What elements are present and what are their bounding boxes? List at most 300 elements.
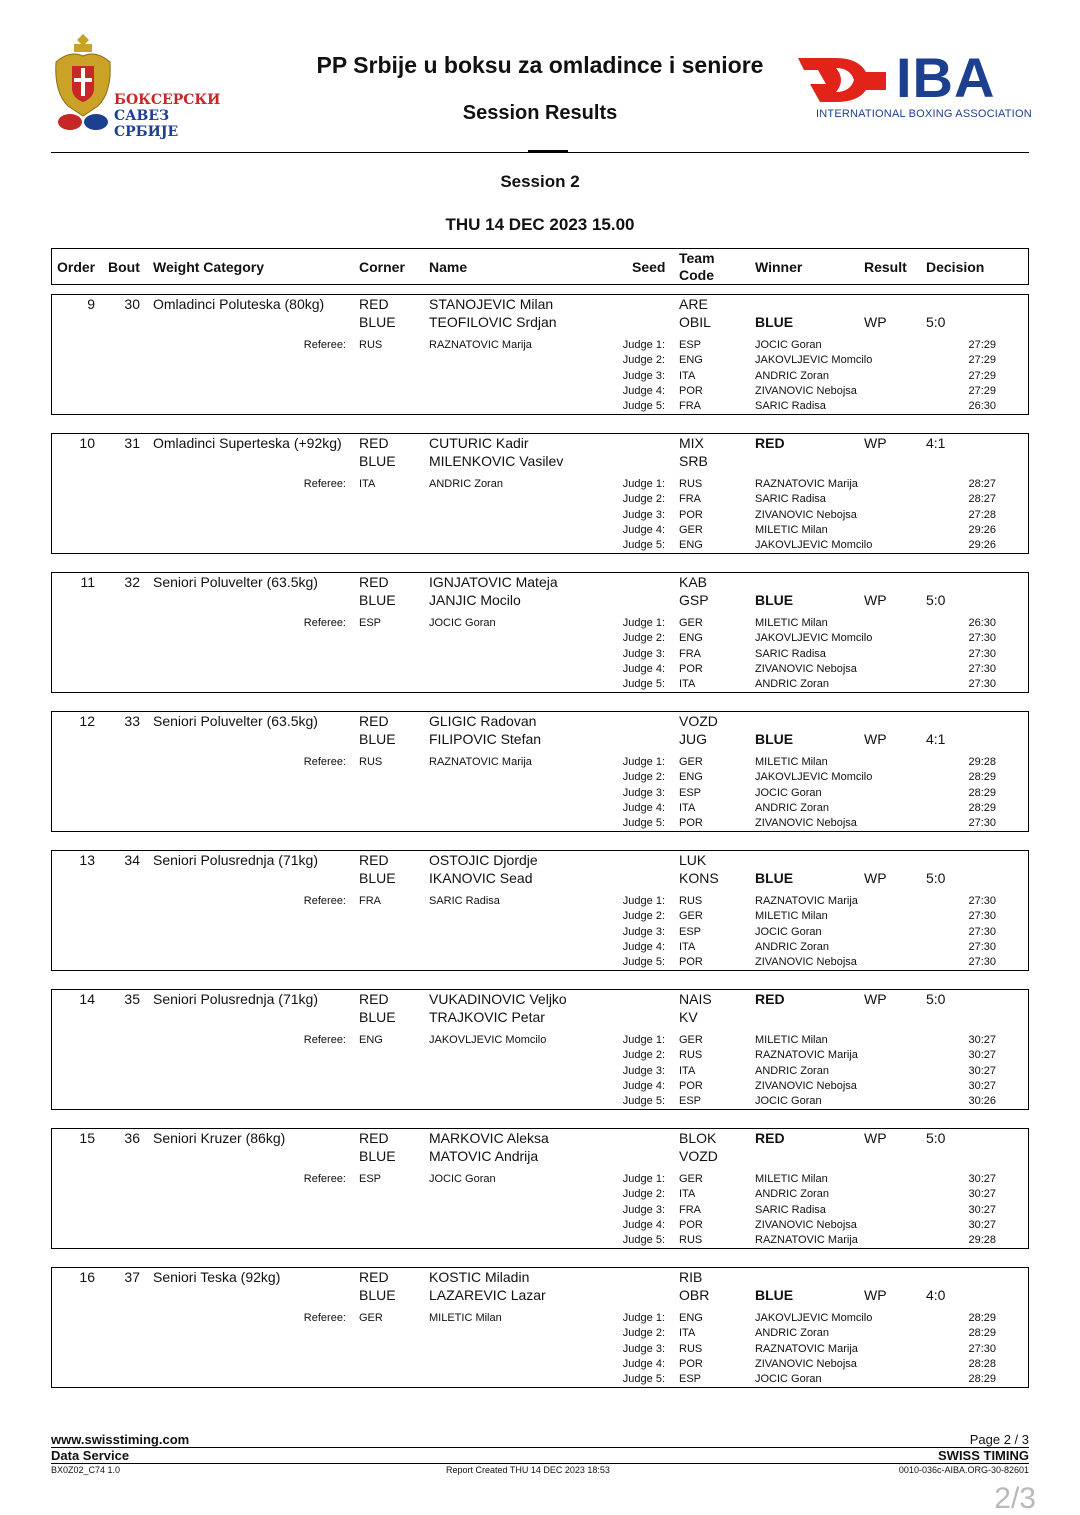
judge-country: ITA: [679, 369, 696, 382]
judge-score: 28:29: [968, 801, 996, 814]
winner-blue: BLUE: [755, 592, 794, 608]
corner-red: RED: [359, 713, 389, 729]
corner-blue: BLUE: [359, 314, 396, 330]
decision-red: 4:1: [926, 435, 946, 451]
judge-score: 29:26: [968, 539, 996, 551]
judge-score: 27:30: [968, 1342, 996, 1355]
judge-country: POR: [679, 384, 703, 397]
judge-label: Judge 1:: [622, 1173, 665, 1185]
judge-score: 27:30: [968, 647, 996, 660]
column-header-row: [51, 248, 1029, 285]
judge-score: 27:30: [968, 632, 996, 645]
team-blue: JUG: [679, 731, 707, 747]
judge-country: ESP: [679, 786, 702, 799]
team-red: MIX: [679, 435, 704, 451]
judge-country: POR: [679, 508, 703, 521]
referee-country: RUS: [359, 339, 383, 351]
judge-country: FRA: [679, 1203, 701, 1216]
logo-text-line2: САВЕЗ СРБИЈЕ: [114, 108, 179, 140]
iba-logo: [796, 46, 1032, 122]
col-name: Name: [429, 259, 468, 275]
judge-score: 28:28: [968, 1357, 996, 1370]
judge-label: Judge 1:: [622, 1034, 665, 1046]
judge-label: Judge 1:: [622, 617, 665, 629]
judge-label: Judge 3:: [622, 1064, 665, 1077]
bout-order: 11: [80, 574, 95, 590]
footer-ref: 0010-036c-AIBA.ORG-30-82601: [898, 1465, 1029, 1475]
col-winner: Winner: [755, 259, 803, 275]
judge-score: 29:28: [968, 1234, 996, 1246]
judge-label: Judge 3:: [622, 925, 665, 938]
iba-logo-subtext: INTERNATIONAL BOXING ASSOCIATION: [816, 108, 1032, 120]
judge-name: MILETIC Milan: [755, 756, 828, 768]
judge-country: FRA: [679, 647, 701, 660]
judge-score: 28:27: [968, 493, 996, 506]
judge-label: Judge 1:: [622, 1312, 665, 1324]
bout-order: 13: [79, 852, 95, 868]
judge-name: ZIVANOVIC Nebojsa: [755, 1218, 857, 1231]
col-bout: Bout: [108, 259, 140, 275]
judge-country: ITA: [679, 1188, 696, 1201]
judge-score: 28:29: [968, 786, 996, 799]
bout-block: [51, 989, 1029, 1110]
bout-order: 12: [79, 713, 95, 729]
judge-country: RUS: [679, 1049, 703, 1062]
footer-url[interactable]: www.swisstiming.com: [51, 1432, 190, 1447]
judge-score: 30:27: [968, 1034, 996, 1046]
judge-country: RUS: [679, 1342, 703, 1355]
judge-name: ZIVANOVIC Nebojsa: [755, 662, 857, 675]
boxer-red-name: OSTOJIC Djordje: [429, 852, 538, 868]
decision-blue: 5:0: [926, 314, 946, 330]
judge-country: GER: [679, 1034, 703, 1046]
judge-name: ZIVANOVIC Nebojsa: [755, 1357, 857, 1370]
judge-label: Judge 1:: [622, 756, 665, 768]
bout-block: [51, 433, 1029, 554]
judge-country: FRA: [679, 400, 701, 412]
boxer-blue-name: LAZAREVIC Lazar: [429, 1287, 546, 1303]
referee-name: RAZNATOVIC Marija: [429, 339, 532, 351]
judge-name: ANDRIC Zoran: [755, 940, 829, 953]
judge-label: Judge 5:: [622, 400, 665, 412]
judge-label: Judge 4:: [622, 662, 665, 675]
judge-name: SARIC Radisa: [755, 647, 826, 660]
judge-name: ANDRIC Zoran: [755, 1327, 829, 1340]
team-red: KAB: [679, 574, 708, 590]
result-blue: WP: [864, 592, 887, 608]
referee-label: Referee:: [303, 756, 346, 768]
col-decision: Decision: [926, 259, 985, 275]
team-blue: VOZD: [679, 1148, 718, 1164]
bout-number: 33: [124, 713, 140, 729]
judge-country: ITA: [679, 678, 696, 690]
referee-label: Referee:: [303, 1173, 346, 1185]
judge-country: POR: [679, 956, 703, 968]
judge-country: ITA: [679, 1064, 696, 1077]
judge-name: ANDRIC Zoran: [755, 678, 829, 690]
winner-blue: BLUE: [755, 731, 794, 747]
judge-score: 28:27: [968, 478, 996, 490]
referee-name: SARIC Radisa: [429, 895, 500, 907]
referee-country: ESP: [359, 617, 382, 629]
judge-name: RAZNATOVIC Marija: [755, 895, 858, 907]
judge-score: 27:29: [968, 339, 996, 351]
judge-country: POR: [679, 662, 703, 675]
header-divider-mark: [528, 150, 568, 153]
judge-country: FRA: [679, 493, 701, 506]
decision-red: 5:0: [926, 1130, 946, 1146]
page-title: PP Srbije u boksu za omladince i seniore: [316, 52, 764, 78]
judge-country: POR: [679, 1079, 703, 1092]
judge-name: JAKOVLJEVIC Momcilo: [755, 354, 873, 367]
judge-country: ESP: [679, 339, 702, 351]
team-red: RIB: [679, 1269, 703, 1285]
iba-logo-text: IBA: [896, 46, 996, 109]
judge-score: 30:27: [968, 1079, 996, 1092]
judge-country: ITA: [679, 1327, 696, 1340]
team-red: LUK: [679, 852, 707, 868]
footer-report-created: Report Created THU 14 DEC 2023 18:53: [446, 1465, 610, 1475]
judge-country: ENG: [679, 539, 703, 551]
judge-country: ENG: [679, 771, 703, 784]
judge-label: Judge 2:: [622, 493, 665, 506]
winner-red: RED: [755, 991, 785, 1007]
judge-label: Judge 5:: [622, 539, 665, 551]
judge-score: 27:30: [968, 678, 996, 690]
footer-code: BX0Z02_C74 1.0: [51, 1465, 121, 1475]
judge-score: 27:30: [968, 662, 996, 675]
judge-country: RUS: [679, 478, 703, 490]
judge-label: Judge 4:: [622, 384, 665, 397]
page-mark: 2/3: [994, 1482, 1036, 1515]
judge-country: GER: [679, 910, 703, 923]
judge-name: ANDRIC Zoran: [755, 1188, 829, 1201]
judge-name: JOCIC Goran: [755, 786, 822, 799]
bout-number: 35: [124, 991, 140, 1007]
judge-score: 26:30: [968, 400, 996, 412]
col-seed: Seed: [632, 259, 666, 275]
judge-country: ESP: [679, 1095, 702, 1107]
referee-name: ANDRIC Zoran: [429, 478, 503, 490]
judge-score: 27:28: [968, 508, 996, 521]
judge-name: RAZNATOVIC Marija: [755, 1234, 858, 1246]
boxer-blue-name: TEOFILOVIC Srdjan: [429, 314, 557, 330]
winner-red: RED: [755, 435, 785, 451]
judge-name: ZIVANOVIC Nebojsa: [755, 817, 857, 829]
bout-order: 10: [79, 435, 95, 451]
referee-label: Referee:: [303, 617, 346, 629]
judge-label: Judge 1:: [622, 339, 665, 351]
boxer-red-name: GLIGIC Radovan: [429, 713, 537, 729]
team-blue: GSP: [679, 592, 709, 608]
boxer-blue-name: MILENKOVIC Vasilev: [429, 453, 564, 469]
decision-blue: 4:1: [926, 731, 946, 747]
referee-country: FRA: [359, 895, 381, 907]
referee-name: JOCIC Goran: [429, 617, 496, 629]
judge-score: 28:29: [968, 771, 996, 784]
judge-label: Judge 5:: [622, 1095, 665, 1107]
judge-label: Judge 2:: [622, 1327, 665, 1340]
judge-country: ITA: [679, 801, 696, 814]
judge-score: 30:27: [968, 1188, 996, 1201]
judge-label: Judge 4:: [622, 801, 665, 814]
corner-red: RED: [359, 574, 389, 590]
judge-name: JAKOVLJEVIC Momcilo: [755, 632, 873, 645]
result-blue: WP: [864, 314, 887, 330]
referee-label: Referee:: [303, 339, 346, 351]
judge-name: JOCIC Goran: [755, 339, 822, 351]
logo-text-line1: БОКСЕРСКИ: [114, 92, 221, 108]
team-red: ARE: [679, 296, 708, 312]
bout-number: 32: [124, 574, 140, 590]
judge-name: MILETIC Milan: [755, 1034, 828, 1046]
result-red: WP: [864, 1130, 887, 1146]
session-datetime: THU 14 DEC 2023 15.00: [445, 215, 635, 234]
judge-country: ENG: [679, 632, 703, 645]
boxer-red-name: VUKADINOVIC Veljko: [429, 991, 567, 1007]
corner-blue: BLUE: [359, 1148, 396, 1164]
boxer-red-name: STANOJEVIC Milan: [429, 296, 554, 312]
judge-name: ZIVANOVIC Nebojsa: [755, 508, 857, 521]
team-blue: OBIL: [679, 314, 711, 330]
bout-order: 16: [79, 1269, 95, 1285]
bout-block: [51, 1128, 1029, 1249]
judge-label: Judge 3:: [622, 647, 665, 660]
judge-score: 27:30: [968, 940, 996, 953]
judge-name: ZIVANOVIC Nebojsa: [755, 956, 857, 968]
decision-red: 5:0: [926, 991, 946, 1007]
judge-score: 28:29: [968, 1327, 996, 1340]
footer-divider-2: [51, 1463, 1029, 1464]
bout-block: [51, 850, 1029, 971]
judge-name: RAZNATOVIC Marija: [755, 478, 858, 490]
judge-score: 30:26: [968, 1095, 996, 1107]
bout-number: 37: [124, 1269, 140, 1285]
corner-red: RED: [359, 1269, 389, 1285]
referee-name: RAZNATOVIC Marija: [429, 756, 532, 768]
judge-score: 30:27: [968, 1203, 996, 1216]
weight-category: Seniori Poluvelter (63.5kg): [153, 713, 318, 729]
judge-country: GER: [679, 523, 703, 536]
referee-name: JOCIC Goran: [429, 1173, 496, 1185]
boxer-red-name: IGNJATOVIC Mateja: [429, 574, 558, 590]
judge-name: RAZNATOVIC Marija: [755, 1342, 858, 1355]
judge-score: 27:30: [968, 910, 996, 923]
page-subtitle: Session Results: [462, 102, 618, 124]
corner-red: RED: [359, 991, 389, 1007]
judge-score: 30:27: [968, 1218, 996, 1231]
judge-country: ESP: [679, 1373, 702, 1385]
corner-red: RED: [359, 435, 389, 451]
judge-score: 27:29: [968, 369, 996, 382]
judge-score: 27:29: [968, 384, 996, 397]
bout-order: 14: [79, 991, 95, 1007]
weight-category: Seniori Polusrednja (71kg): [153, 852, 318, 868]
corner-red: RED: [359, 852, 389, 868]
corner-blue: BLUE: [359, 731, 396, 747]
col-corner: Corner: [359, 259, 405, 275]
referee-label: Referee:: [303, 478, 346, 490]
judge-label: Judge 5:: [622, 1373, 665, 1385]
result-blue: WP: [864, 1287, 887, 1303]
bout-number: 31: [124, 435, 140, 451]
judge-score: 29:28: [968, 756, 996, 768]
corner-blue: BLUE: [359, 870, 396, 886]
judge-score: 26:30: [968, 617, 996, 629]
team-red: NAIS: [679, 991, 712, 1007]
boxer-blue-name: FILIPOVIC Stefan: [429, 731, 542, 747]
judge-score: 30:27: [968, 1064, 996, 1077]
judge-score: 27:30: [968, 925, 996, 938]
corner-blue: BLUE: [359, 592, 396, 608]
boxer-blue-name: MATOVIC Andrija: [429, 1148, 539, 1164]
result-red: WP: [864, 435, 887, 451]
judge-country: RUS: [679, 1234, 703, 1246]
corner-blue: BLUE: [359, 1287, 396, 1303]
weight-category: Omladinci Poluteska (80kg): [153, 296, 325, 312]
judge-label: Judge 4:: [622, 1079, 665, 1092]
judge-label: Judge 2:: [622, 354, 665, 367]
bout-block: [51, 294, 1029, 415]
bout-number: 36: [124, 1130, 140, 1146]
judge-name: SARIC Radisa: [755, 1203, 826, 1216]
judge-label: Judge 2:: [622, 1188, 665, 1201]
footer-page: Page 2 / 3: [969, 1432, 1029, 1447]
judge-name: RAZNATOVIC Marija: [755, 1049, 858, 1062]
weight-category: Seniori Poluvelter (63.5kg): [153, 574, 318, 590]
weight-category: Seniori Polusrednja (71kg): [153, 991, 318, 1007]
bout-order: 9: [87, 296, 95, 312]
judge-name: MILETIC Milan: [755, 910, 828, 923]
footer-data-service: Data Service: [51, 1448, 130, 1463]
referee-country: ITA: [359, 478, 376, 490]
decision-blue: 5:0: [926, 870, 946, 886]
corner-blue: BLUE: [359, 453, 396, 469]
judge-name: MILETIC Milan: [755, 617, 828, 629]
bout-number: 34: [124, 852, 140, 868]
judge-label: Judge 4:: [622, 1357, 665, 1370]
result-blue: WP: [864, 731, 887, 747]
result-blue: WP: [864, 870, 887, 886]
judge-label: Judge 5:: [622, 956, 665, 968]
judge-label: Judge 2:: [622, 771, 665, 784]
weight-category: Seniori Teska (92kg): [153, 1269, 281, 1285]
judge-score: 28:29: [968, 1373, 996, 1385]
col-result: Result: [864, 259, 907, 275]
corner-blue: BLUE: [359, 1009, 396, 1025]
judge-name: MILETIC Milan: [755, 1173, 828, 1185]
col-weight-category: Weight Category: [153, 259, 264, 275]
boxer-red-name: CUTURIC Kadir: [429, 435, 529, 451]
corner-red: RED: [359, 296, 389, 312]
decision-blue: 5:0: [926, 592, 946, 608]
bout-order: 15: [79, 1130, 95, 1146]
col-code: Code: [679, 267, 714, 283]
judge-name: SARIC Radisa: [755, 493, 826, 506]
corner-red: RED: [359, 1130, 389, 1146]
decision-blue: 4:0: [926, 1287, 946, 1303]
session-title: Session 2: [500, 172, 580, 191]
result-red: WP: [864, 991, 887, 1007]
judge-name: ANDRIC Zoran: [755, 1064, 829, 1077]
judge-label: Judge 5:: [622, 817, 665, 829]
judge-country: RUS: [679, 895, 703, 907]
referee-name: JAKOVLJEVIC Momcilo: [429, 1034, 547, 1046]
team-blue: OBR: [679, 1287, 710, 1303]
judge-name: JAKOVLJEVIC Momcilo: [755, 771, 873, 784]
team-blue: KONS: [679, 870, 719, 886]
judge-label: Judge 4:: [622, 1218, 665, 1231]
iba-boxing-glove-icon: [796, 54, 896, 104]
referee-country: GER: [359, 1312, 383, 1324]
winner-blue: BLUE: [755, 314, 794, 330]
judge-name: JAKOVLJEVIC Momcilo: [755, 539, 873, 551]
judge-country: GER: [679, 617, 703, 629]
judge-country: ENG: [679, 354, 703, 367]
judge-label: Judge 5:: [622, 678, 665, 690]
bout-block: [51, 711, 1029, 832]
winner-blue: BLUE: [755, 1287, 794, 1303]
judge-score: 27:30: [968, 817, 996, 829]
judge-label: Judge 3:: [622, 508, 665, 521]
col-order: Order: [57, 259, 96, 275]
judge-name: ZIVANOVIC Nebojsa: [755, 384, 857, 397]
referee-country: RUS: [359, 756, 383, 768]
judge-label: Judge 3:: [622, 786, 665, 799]
boxer-red-name: MARKOVIC Aleksa: [429, 1130, 549, 1146]
judge-score: 30:27: [968, 1049, 996, 1062]
winner-blue: BLUE: [755, 870, 794, 886]
judge-country: GER: [679, 1173, 703, 1185]
referee-label: Referee:: [303, 1312, 346, 1324]
bout-number: 30: [124, 296, 140, 312]
judge-country: POR: [679, 1357, 703, 1370]
judge-score: 29:26: [968, 523, 996, 536]
judge-name: ZIVANOVIC Nebojsa: [755, 1079, 857, 1092]
judge-label: Judge 2:: [622, 632, 665, 645]
judge-score: 30:27: [968, 1173, 996, 1185]
judge-name: MILETIC Milan: [755, 523, 828, 536]
referee-country: ESP: [359, 1173, 382, 1185]
referee-label: Referee:: [303, 1034, 346, 1046]
col-team: Team: [679, 250, 715, 266]
judge-name: SARIC Radisa: [755, 400, 826, 412]
judge-country: ESP: [679, 925, 702, 938]
judge-name: JOCIC Goran: [755, 1373, 822, 1385]
judge-name: JOCIC Goran: [755, 1095, 822, 1107]
weight-category: Seniori Kruzer (86kg): [153, 1130, 286, 1146]
footer-brand: SWISS TIMING: [938, 1448, 1029, 1463]
judge-label: Judge 2:: [622, 910, 665, 923]
referee-country: ENG: [359, 1034, 383, 1046]
boxer-blue-name: JANJIC Mocilo: [429, 592, 521, 608]
winner-red: RED: [755, 1130, 785, 1146]
judge-country: POR: [679, 1218, 703, 1231]
judge-name: JAKOVLJEVIC Momcilo: [755, 1312, 873, 1324]
team-blue: KV: [679, 1009, 698, 1025]
team-red: BLOK: [679, 1130, 717, 1146]
judge-name: ANDRIC Zoran: [755, 369, 829, 382]
weight-category: Omladinci Superteska (+92kg): [153, 435, 342, 451]
judge-country: ENG: [679, 1312, 703, 1324]
judge-name: JOCIC Goran: [755, 925, 822, 938]
footer-divider: [51, 1447, 1029, 1448]
boxer-red-name: KOSTIC Miladin: [429, 1269, 530, 1285]
judge-label: Judge 3:: [622, 369, 665, 382]
judge-score: 27:29: [968, 354, 996, 367]
judge-label: Judge 2:: [622, 1049, 665, 1062]
judge-label: Judge 1:: [622, 478, 665, 490]
